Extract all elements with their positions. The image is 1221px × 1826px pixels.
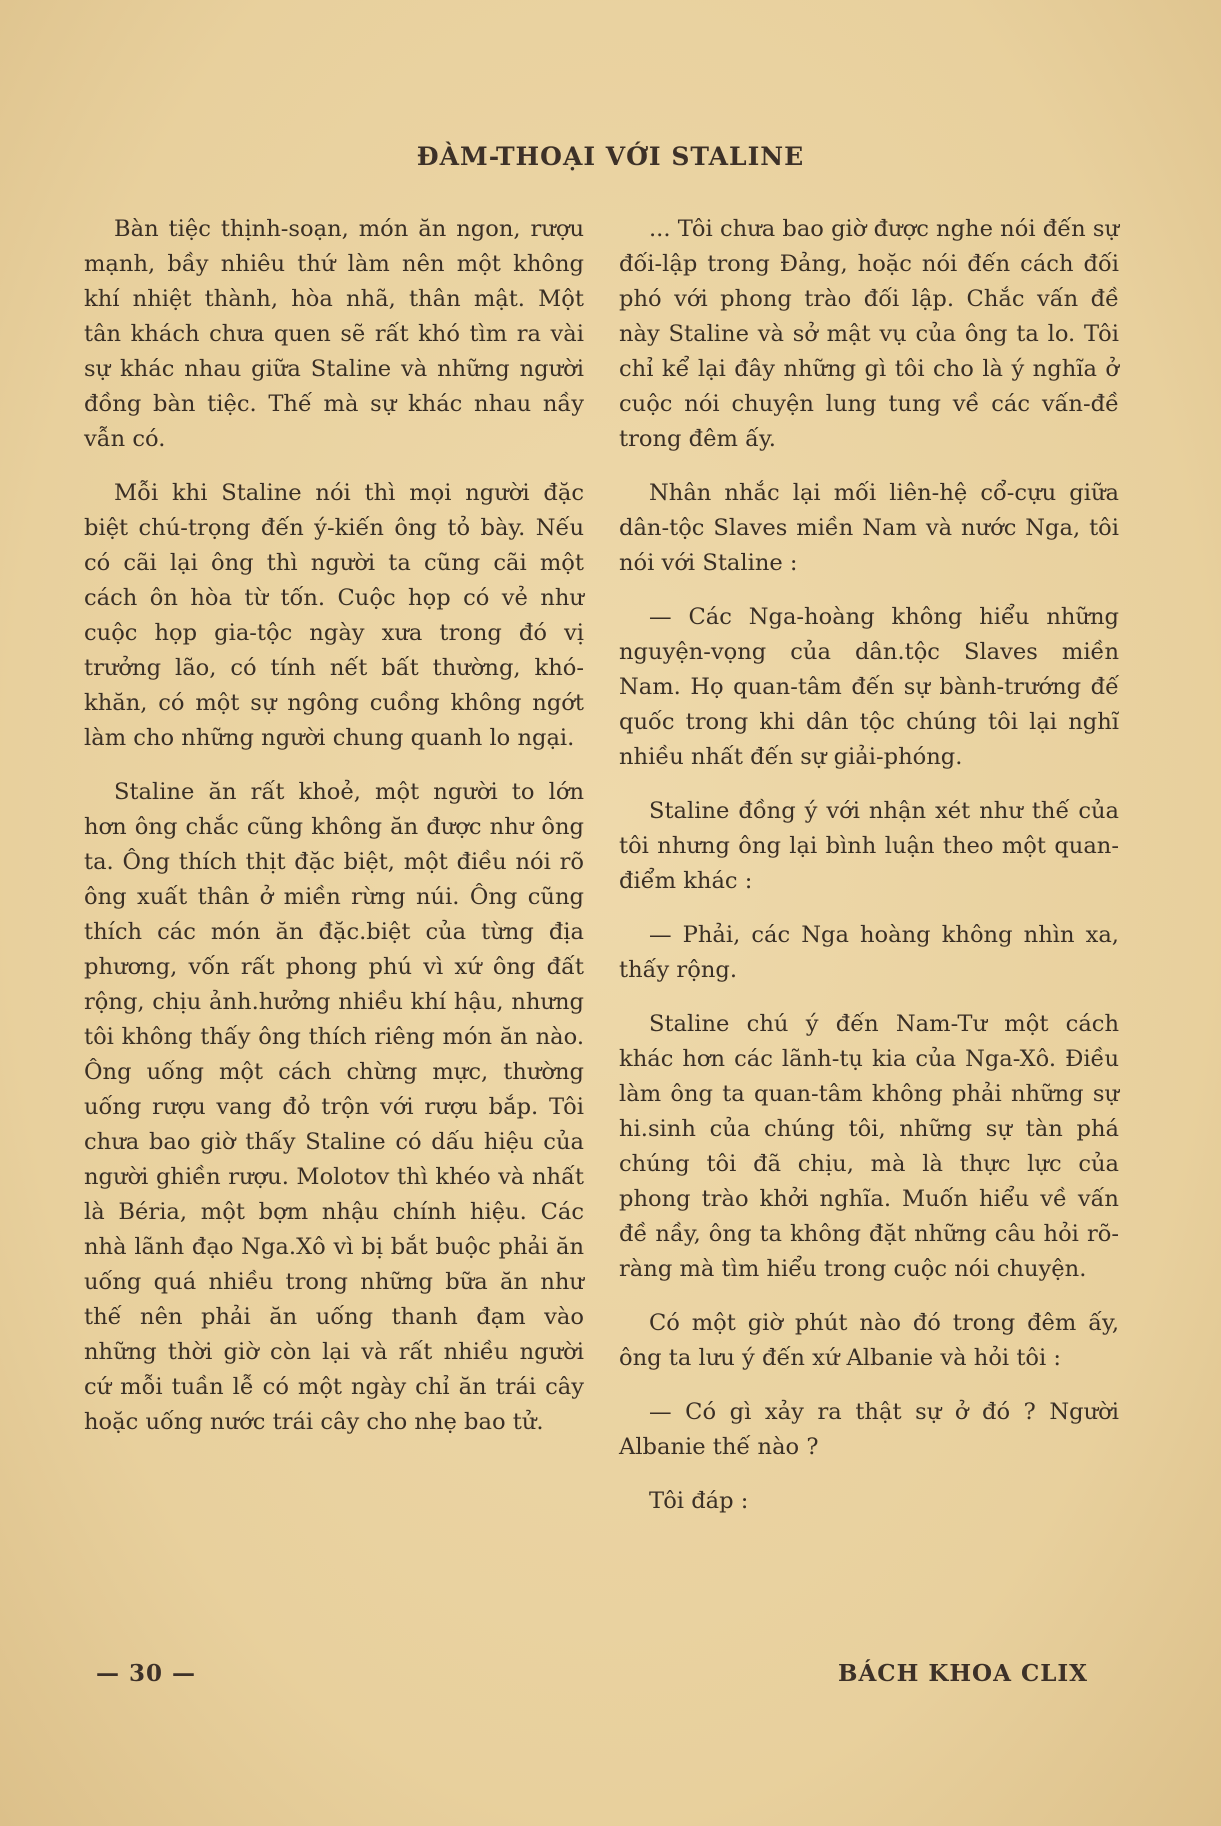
paragraph: Staline chú ý đến Nam-Tư một cách khác hơn các lãnh-tụ kia của Nga-Xô. Điều làm ông ta quan-tâm không phải những sự hi.sinh của chúng tôi, những sự tàn phá chúng tôi đã chịu, mà là thực lực của phong trào khởi nghĩa. Muốn hiểu về vấn đề nầy, ông ta không đặt những câu hỏi rõ-ràng mà tìm hiểu trong cuộc nói chuyện. xyxy=(619,1011,1119,1282)
paragraph: Mỗi khi Staline nói thì mọi người đặc biệt chú-trọng đến ý-kiến ông tỏ bày. Nếu có cãi lại ông thì người ta cũng cãi một cách ôn hòa từ tốn. Cuộc họp có vẻ như cuộc họp gia-tộc ngày xưa trong đó vị trưởng lão, có tính nết bất thường, khó-khăn, có một sự ngông cuồng không ngớt làm cho những người chung quanh lo ngại. xyxy=(84,480,584,751)
paragraph: — Có gì xảy ra thật sự ở đó ? Người Albanie thế nào ? xyxy=(619,1399,1119,1460)
paragraph: — Các Nga-hoàng không hiểu những nguyện-vọng của dân.tộc Slaves miền Nam. Họ quan-tâm đến sự bành-trướng đế quốc trong khi dân tộc chúng tôi lại nghĩ nhiều nhất đến sự giải-phóng. xyxy=(619,604,1119,770)
running-header: ĐÀM-THOẠI VỚI STALINE xyxy=(416,142,805,171)
paragraph: ... Tôi chưa bao giờ được nghe nói đến sự đối-lập trong Đảng, hoặc nói đến cách đối phó với phong trào đối lập. Chắc vấn đề này Staline và sở mật vụ của ông ta lo. Tôi chỉ kể lại đây những gì tôi cho là ý nghĩa ở cuộc nói chuyện lung tung về các vấn-đề trong đêm ấy. xyxy=(619,216,1119,452)
paragraph: Staline ăn rất khoẻ, một người to lớn hơn ông chắc cũng không ăn được như ông ta. Ông thích thịt đặc biệt, một điều nói rõ ông xuất thân ở miền rừng núi. Ông cũng thích các món ăn đặc.biệt của từng địa phương, vốn rất phong phú vì xứ ông đất rộng, chịu ảnh.hưởng nhiều khí hậu, nhưng tôi không thấy ông thích riêng món ăn nào. Ông uống một cách chừng mực, thường uống rượu vang đỏ trộn với rượu bắp. Tôi chưa bao giờ thấy Staline có dấu hiệu của người ghiền rượu. Molotov thì khéo và nhất là Béria, một bợm nhậu chính hiệu. Các nhà lãnh đạo Nga.Xô vì bị bắt buộc phải ăn uống quá nhiều trong những bữa ăn như thế nên phải ăn uống thanh đạm vào những thời giờ còn lại và rất nhiều người cứ mỗi tuần lễ có một ngày chỉ ăn trái cây hoặc uống nước trái cây cho nhẹ bao tử. xyxy=(84,779,584,1435)
publication-footer: BÁCH KHOA CLIX xyxy=(838,1660,1089,1687)
paragraph: Bàn tiệc thịnh-soạn, món ăn ngon, rượu mạnh, bầy nhiêu thứ làm nên một không khí nhiệt thành, hòa nhã, thân mật. Một tân khách chưa quen sẽ rất khó tìm ra vài sự khác nhau giữa Staline và những người đồng bàn tiệc. Thế mà sự khác nhau nầy vẫn có. xyxy=(84,216,584,452)
page-number: — 30 — xyxy=(96,1660,197,1687)
paragraph: Staline đồng ý với nhận xét như thế của tôi nhưng ông lại bình luận theo một quan-điểm khác : xyxy=(619,798,1119,894)
paragraph: Nhân nhắc lại mối liên-hệ cổ-cựu giữa dân-tộc Slaves miền Nam và nước Nga, tôi nói với Staline : xyxy=(619,480,1119,576)
right-column xyxy=(619,212,1119,1538)
paragraph: — Phải, các Nga hoàng không nhìn xa, thấy rộng. xyxy=(619,922,1119,983)
paragraph: Có một giờ phút nào đó trong đêm ấy, ông ta lưu ý đến xứ Albanie và hỏi tôi : xyxy=(619,1310,1119,1371)
paragraph: Tôi đáp : xyxy=(649,1488,749,1514)
left-column xyxy=(84,212,584,1459)
